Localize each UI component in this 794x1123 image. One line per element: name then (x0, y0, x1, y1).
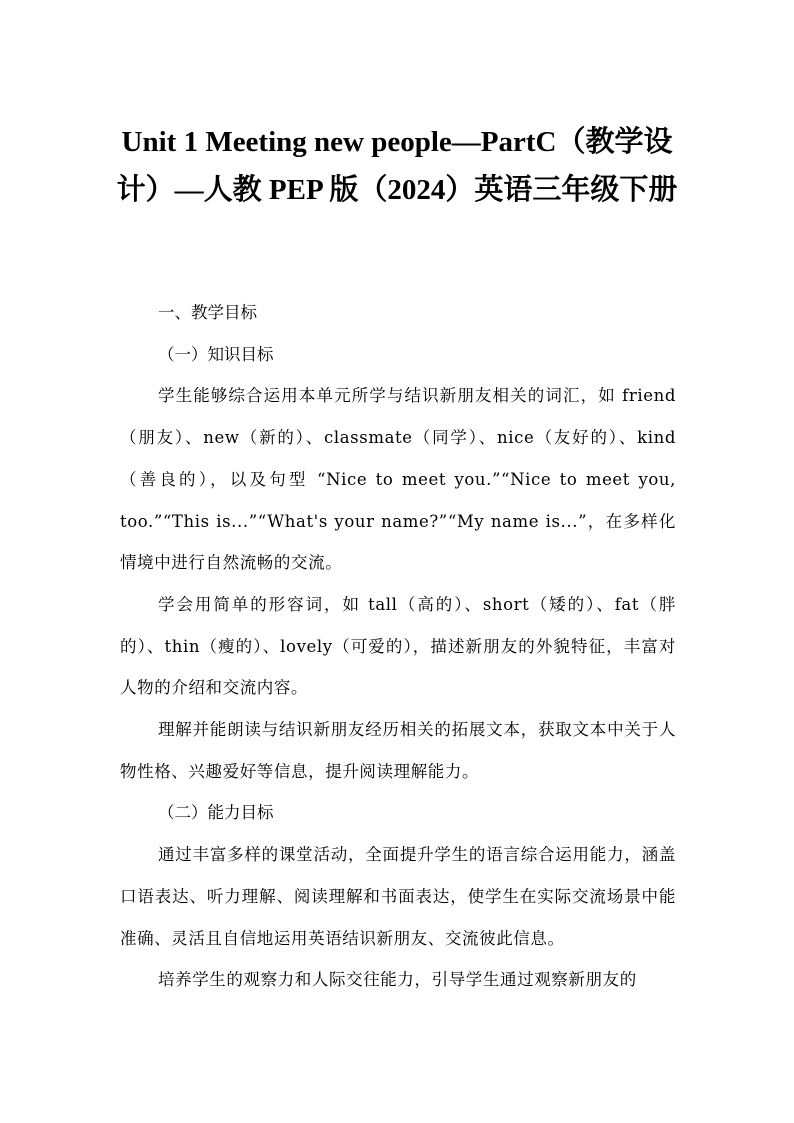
document-title: Unit 1 Meeting new people—PartC（教学设计）—人教 PEP 版（2024）英语三年级下册 (116, 126, 678, 206)
paragraph-reading: 理解并能朗读与结识新朋友经历相关的拓展文本，获取文本中关于人物性格、兴趣爱好等信息，提升阅读理解能力。 (120, 720, 676, 781)
paragraph-language-ability: 通过丰富多样的课堂活动，全面提升学生的语言综合运用能力，涵盖口语表达、听力理解、阅读理解和书面表达，使学生在实际交流场景中能准确、灵活且自信地运用英语结识新朋友、交流彼此信息。 (120, 845, 676, 948)
paragraph-observation: 培养学生的观察力和人际交往能力，引导学生通过观察新朋友的 (158, 970, 637, 990)
section-heading-teaching-goals: 一、教学目标 (158, 303, 257, 322)
subsection-heading-ability-goals: （二）能力目标 (158, 803, 274, 823)
paragraph-adjectives: 学会用简单的形容词，如 tall（高的）、short（矮的）、fat（胖的）、thin（瘦的）、lovely（可爱的），描述新朋友的外貌特征，丰富对人物的介绍和交流内容。 (120, 594, 676, 698)
document-body (120, 292, 676, 1001)
subsection-heading-knowledge-goals: （一）知识目标 (158, 344, 274, 364)
paragraph-vocabulary-sentences: 学生能够综合运用本单元所学与结识新朋友相关的词汇，如 friend（朋友）、new（新的）、classmate（同学）、nice（友好的）、kind（善良的），以及句型 “Nice to meet you.”“Nice to meet you, too.”“This is...”“What's your name?”“My name is...”，在多样化情境中进行自然流畅的交流。 (120, 386, 676, 573)
